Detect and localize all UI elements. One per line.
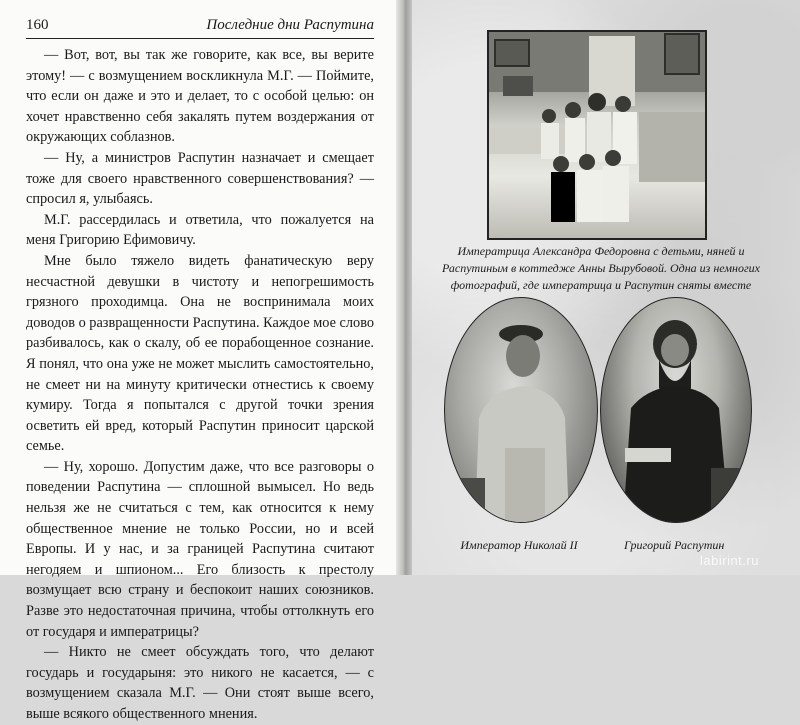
body-text [26, 45, 374, 725]
paragraph: — Никто не смеет обсуждать того, что делают государь и государыня: это никого не касается, — с возмущением сказала М.Г. — Они стоят выше всего, выше всякого общественного мнения. [26, 644, 374, 722]
nicholas-caption: Император Николай II [460, 538, 578, 552]
watermark: labirint.ru [700, 553, 759, 568]
nicholas-portrait [444, 297, 598, 523]
nicholas-portrait-illustration [445, 298, 597, 522]
paragraph: М.Г. рассердилась и ответила, что пожалуется на меня Григорию Ефимовичу. [26, 211, 374, 249]
paragraph: Мне было тяжело видеть фанатическую веру несчастной девушки в чистоту и непогрешимость грязного проходимца. Она не воспринимала моих доводов о развращенности Распутина. Каждое мое слово разбивалось, как о скалу, об ее порабощенное сознание. Я понял, что она уже не может мыслить самостоятельно, не смеет ни на минуту критически отнестись к своему кумиру. Тогда я попытался с другой точки зрения осветить ей вред, который Распутин приносит царской семье. [26, 252, 374, 455]
paragraph: — Ну, а министров Распутин назначает и смещает тоже для своего нравственного совершенствования? — спросил я, улыбаясь. [26, 149, 374, 208]
rasputin-caption: Григорий Распутин [624, 538, 725, 552]
group-photo-caption: Императрица Александра Федоровна с детьми, няней и Распутиным в коттедже Анны Вырубовой. Одна из немногих фотографий, где императрица и Распутин сняты вместе [442, 244, 760, 292]
rasputin-portrait-illustration [601, 298, 751, 522]
group-photo [487, 30, 707, 240]
group-photo-illustration [489, 32, 705, 238]
left-page [0, 0, 396, 722]
paragraph: — Ну, хорошо. Допустим даже, что все разговоры о поведении Распутина — сплошной вымысел. Но ведь нельзя же не считаться с тем, как относится к нему общественное мнение не только России, но и всей Европы. И у нас, и за границей Распутина считают негодяем и шпионом... Его близость к престолу возмущает всю страну и беспокоит наших союзников. Разве это недостаточная причина, чтобы оттолкнуть его от государя и императрицы? [26, 458, 374, 640]
page-header [26, 16, 374, 39]
running-title: Последние дни Распутина [206, 17, 374, 33]
page-number: 160 [26, 17, 49, 33]
paragraph: — Вот, вот, вы так же говорите, как все, вы верите этому! — с возмущением воскликнула М.Г. — Поймите, что если он даже и это и делает, то с особой целью: он хочет нравственно себя закалять путем воздержания от окружающих соблазнов. [26, 47, 374, 146]
rasputin-portrait [600, 297, 752, 523]
book-gutter [396, 0, 412, 575]
